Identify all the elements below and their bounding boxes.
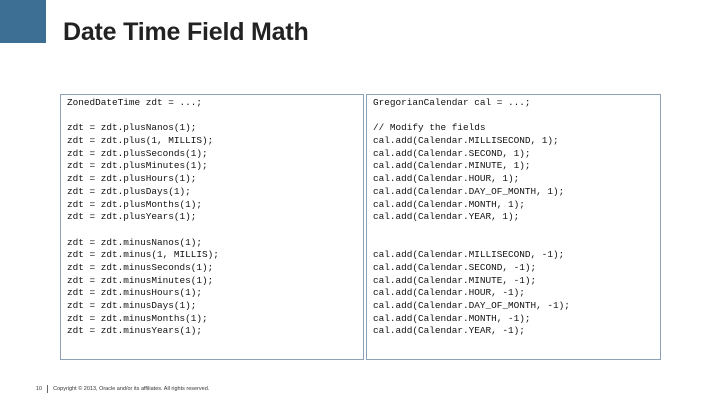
code-line: zdt = zdt.plus(1, MILLIS); <box>67 135 214 147</box>
code-line: cal.add(Calendar.MONTH, 1); <box>373 198 525 210</box>
code-line: GregorianCalendar cal = ...; <box>373 97 531 108</box>
code-line: zdt = zdt.minusHours(1); <box>67 287 203 299</box>
code-line: cal.add(Calendar.HOUR, -1); <box>373 287 525 299</box>
code-line: zdt = zdt.plusDays(1); <box>67 185 191 197</box>
slide-corner-accent <box>0 0 46 43</box>
code-blank-line <box>373 110 654 123</box>
code-line: cal.add(Calendar.MONTH, -1); <box>373 312 531 324</box>
zoned-date-time-code-panel <box>60 94 364 360</box>
code-line: zdt = zdt.minusYears(1); <box>67 325 203 337</box>
code-line: zdt = zdt.minusSeconds(1); <box>67 261 214 273</box>
code-line: zdt = zdt.plusNanos(1); <box>67 122 197 134</box>
code-line: zdt = zdt.minusNanos(1); <box>67 236 203 248</box>
code-line: zdt = zdt.minus(1, MILLIS); <box>67 249 219 261</box>
code-line: cal.add(Calendar.YEAR, -1); <box>373 325 525 337</box>
code-blank-line <box>373 237 654 250</box>
code-blank-line <box>373 224 654 237</box>
code-line: cal.add(Calendar.MINUTE, 1); <box>373 160 531 172</box>
code-line: cal.add(Calendar.DAY_OF_MONTH, -1); <box>373 300 570 311</box>
code-line: cal.add(Calendar.DAY_OF_MONTH, 1); <box>373 185 565 197</box>
code-line: cal.add(Calendar.YEAR, 1); <box>373 211 520 223</box>
code-blank-line <box>67 110 357 123</box>
slide-title: Date Time Field Math <box>63 18 309 46</box>
code-line: zdt = zdt.plusMinutes(1); <box>67 160 208 172</box>
code-line: cal.add(Calendar.SECOND, 1); <box>373 147 531 159</box>
copyright-notice: Copyright © 2013, Oracle and/or its affiliates. All rights reserved. <box>53 386 210 392</box>
page-number: 10 <box>36 386 43 392</box>
code-line: zdt = zdt.minusMonths(1); <box>67 312 208 324</box>
code-line: zdt = zdt.plusSeconds(1); <box>67 147 208 159</box>
code-line: cal.add(Calendar.HOUR, 1); <box>373 173 520 185</box>
code-line: cal.add(Calendar.MILLISECOND, -1); <box>373 249 565 261</box>
code-line: cal.add(Calendar.MILLISECOND, 1); <box>373 135 559 147</box>
code-line: zdt = zdt.plusHours(1); <box>67 173 197 185</box>
code-line: ZonedDateTime zdt = ...; <box>67 97 203 108</box>
code-line: cal.add(Calendar.MINUTE, -1); <box>373 274 537 286</box>
code-line: zdt = zdt.minusDays(1); <box>67 300 197 311</box>
code-line: cal.add(Calendar.SECOND, -1); <box>373 261 537 273</box>
code-comment: // Modify the fields <box>373 122 486 134</box>
code-line: zdt = zdt.plusYears(1); <box>67 211 197 223</box>
slide-footer <box>36 385 209 393</box>
code-line: zdt = zdt.plusMonths(1); <box>67 198 203 210</box>
code-blank-line <box>67 224 357 237</box>
code-line: zdt = zdt.minusMinutes(1); <box>67 274 214 286</box>
gregorian-calendar-code-panel <box>366 94 661 360</box>
footer-divider <box>47 385 48 393</box>
